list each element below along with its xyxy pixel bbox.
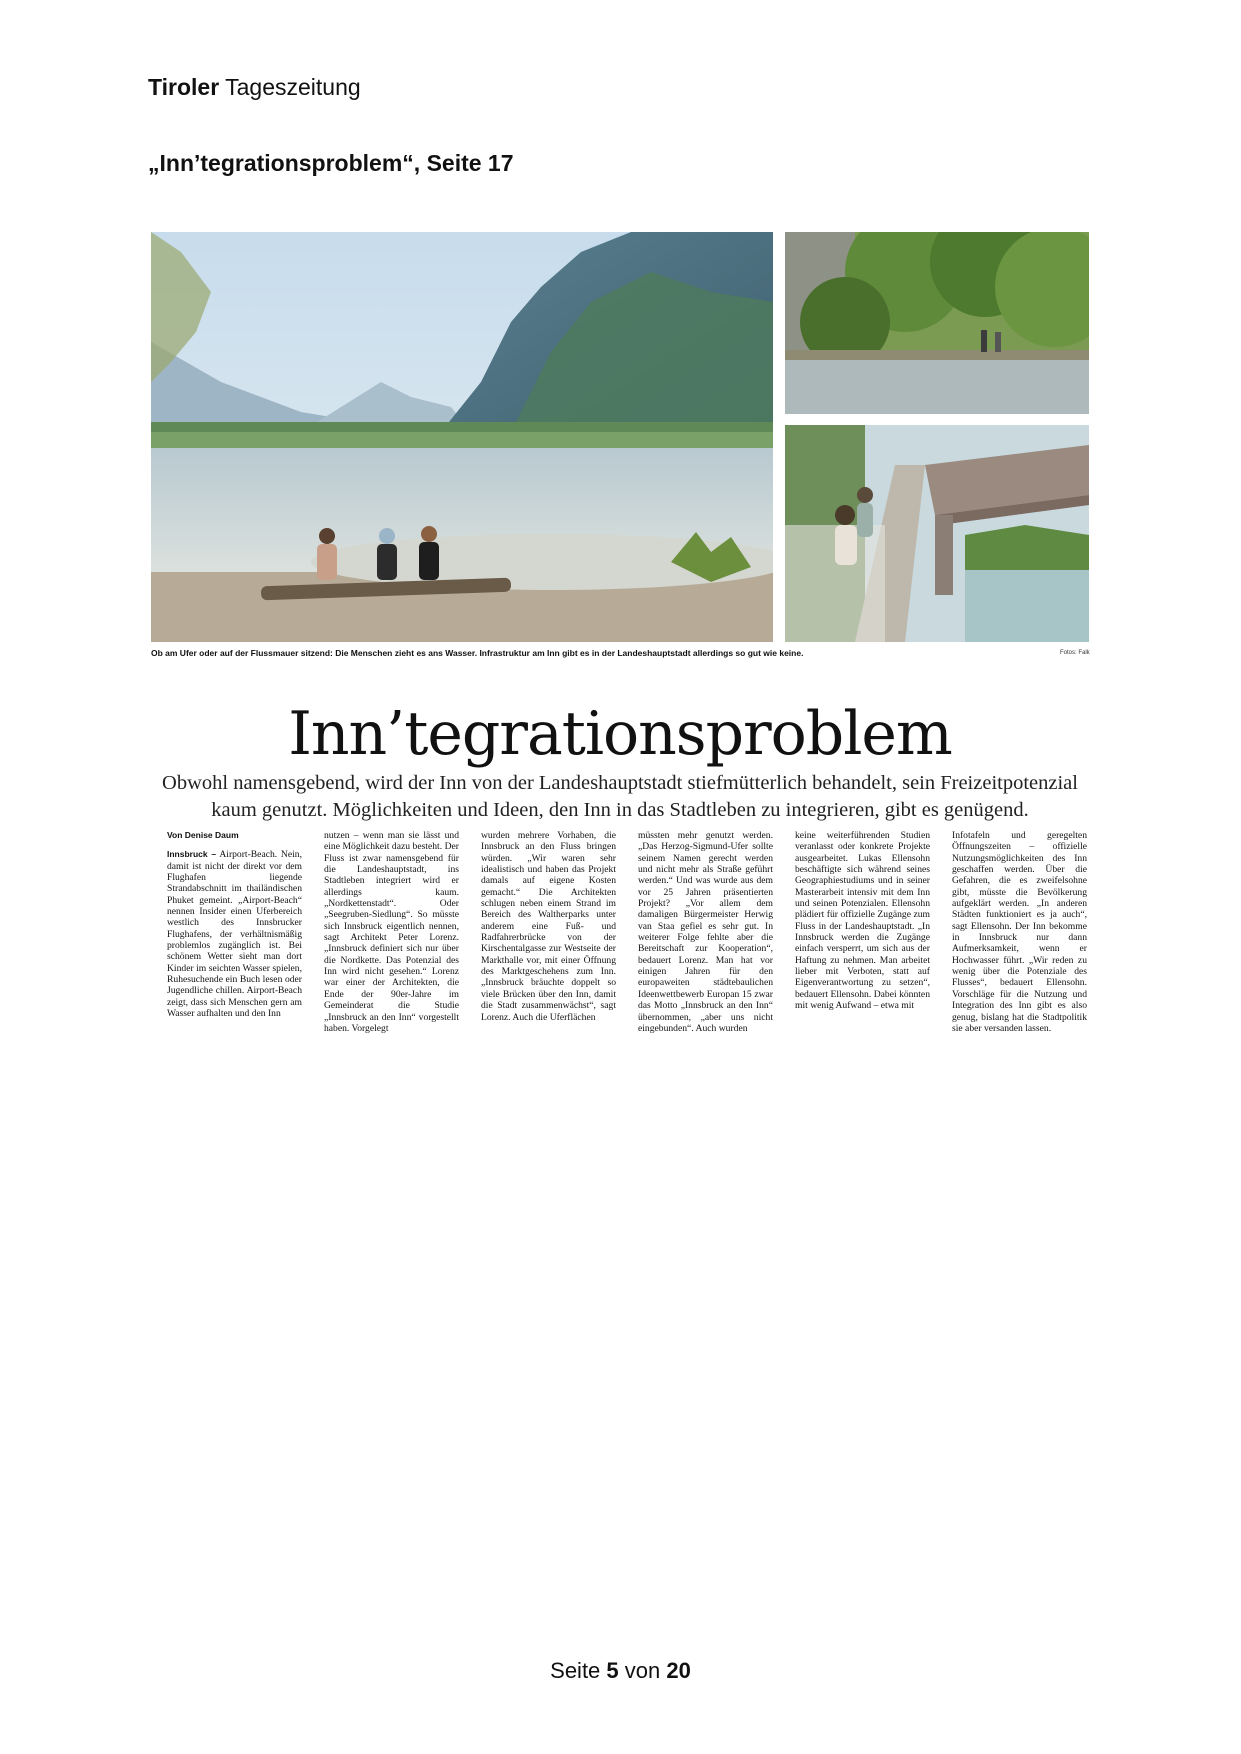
article-dateline: Innsbruck –: [167, 849, 217, 860]
article-headline: Inn’tegrationsproblem: [288, 699, 952, 769]
page-number-current: 5: [606, 1658, 619, 1683]
page-number: [0, 1658, 1241, 1684]
photo-riverbank-trees: [785, 232, 1089, 414]
page-number-middle: von: [618, 1658, 667, 1683]
publication-name-bold: Tiroler: [148, 74, 220, 100]
article-subheadline: Obwohl namensgebend, wird der Inn von der Landeshauptstadt stiefmütterlich behandelt, sein Freizeitpotenzial kaum genutzt. Möglichkeiten und Ideen, den Inn in das Stadtleben zu integrieren, gibt es genügend.: [162, 772, 1078, 821]
page-number-total: 20: [666, 1658, 691, 1683]
article-column-4: müssten mehr genutzt werden. „Das Herzog-Sigmund-Ufer sollte seinem Namen gerecht werden und nicht mehr als Straße geführt werden.“ Und was wurde aus dem vor 25 Jahren präsentierten Projekt? „Vor allem dem damaligen Bürgermeister Herwig van Staa gefiel es sehr gut. In weiterer Folge fehlte aber die Bereitschaft zur Kooperation“, bedauert Lorenz. Man hat vor einigen Jahren für den europaweiten städtebaulichen Ideenwettbewerb Europan 15 zwar das Motto „Innsbruck an den Inn“ übernommen, „aber uns nicht eingebunden“. Auch wurden: [638, 830, 773, 1034]
photo-river-beach: [151, 232, 773, 642]
page-number-prefix: Seite: [550, 1658, 607, 1683]
photo-flood-wall-bridge: [785, 425, 1089, 642]
article-body: [167, 830, 1087, 1085]
article-column-6: Infotafeln und geregelten Öffnungszeiten – offizielle Nutzungsmöglichkeiten des Inn geschaffen werden. Über die Gefahren, die es zweifelsohne gibt, müsste die Bevölkerung aufgeklärt werden. „In anderen Städten funktioniert es ja auch“, sagt Ellensohn. Der Inn bekomme in Innsbruck nur dann Aufmerksamkeit, wenn er Hochwasser führt. „Wir reden zu wenig über die Potenziale des Flusses“, bedauert Ellensohn. Vorschläge für die Nutzung und Integration des Inn gibt es also genug, bislang hat die Stadtpolitik sie aber versanden lassen.: [952, 830, 1087, 1034]
article-byline: Von Denise Daum: [167, 830, 239, 840]
article-column-5: keine weiterführenden Studien veranlasst oder konkrete Projekte ausgearbeitet. Lukas Ellensohn beschäftigte sich während seines Geographiestudiums und in seiner Masterarbeit intensiv mit dem Inn und seinen Potenzialen. Ellensohn plädiert für offizielle Zugänge zum Fluss in der Landeshauptstadt. „In Innsbruck werden die Zugänge einfach versperrt, um sich aus der Haftung zu nehmen. Man arbeitet lieber mit Verboten, statt auf Eigenverantwortung zu setzen“, bedauert Ellensohn. Dabei könnten mit wenig Aufwand – etwa mit: [795, 830, 930, 1012]
publication-name-rest: Tageszeitung: [219, 74, 361, 100]
article-column-3: wurden mehrere Vorhaben, die Innsbruck an den Fluss bringen würden. „Wir waren sehr idealistisch und haben das Projekt damals auf eigene Kosten gemacht.“ Die Architekten schlugen neben einem Strand im Bereich des Waltherparks unter anderem eine Fuß- und Radfahrerbrücke von der Kirschentalgasse zur Westseite der Markthalle vor, mit einer Öffnung des Marktgeschehens zum Inn. „Innsbruck bräuchte doppelt so viele Brücken über den Inn, damit die Stadt zusammenwächst“, sagt Lorenz. Auch die Uferflächen: [481, 830, 616, 1023]
article-column-text: Airport-Beach. Nein, damit ist nicht der direkt vor dem Flughafen liegende Strandabschnitt im thailändischen Phuket gemeint. „Airport-Beach“ nennen Insider einen Uferbereich westlich des Innsbrucker Flughafens, der verhältnismäßig problemlos zugänglich ist. Bei schönem Wetter sieht man dort Kinder im seichten Wasser spielen, Ruhesuchende ein Buch lesen oder Jugendliche chillen. Airport-Beach zeigt, dass sich Menschen gern am Wasser aufhalten und den Inn: [167, 849, 302, 1020]
photo-credit: Fotos: Falk: [1060, 650, 1090, 656]
page-reference: „Inn’tegrationsproblem“, Seite 17: [148, 150, 514, 176]
publication-name: [148, 74, 361, 101]
photo-caption: Ob am Ufer oder auf der Flussmauer sitzend: Die Menschen zieht es ans Wasser. Infrastruktur am Inn gibt es in der Landeshauptstadt allerdings so gut wie keine.: [151, 648, 804, 658]
article-column-2: nutzen – wenn man sie lässt und eine Möglichkeit dazu besteht. Der Fluss ist zwar namensgebend für die Landeshauptstadt, ins Stadtleben integriert wird er allerdings kaum. „Nordkettenstadt“. Oder „Seegruben-Siedlung“. So müsste sich Innsbruck eigentlich nennen, sagt Architekt Peter Lorenz. „Innsbruck definiert sich nur über die Nordkette. Das Potenzial des Inn wird nicht gesehen.“ Lorenz war einer der Architekten, die Ende der 90er-Jahre im Gemeinderat die Studie „Innsbruck an den Inn“ vorgestellt haben. Vorgelegt: [324, 830, 459, 1034]
article-column-1: [167, 830, 302, 1085]
